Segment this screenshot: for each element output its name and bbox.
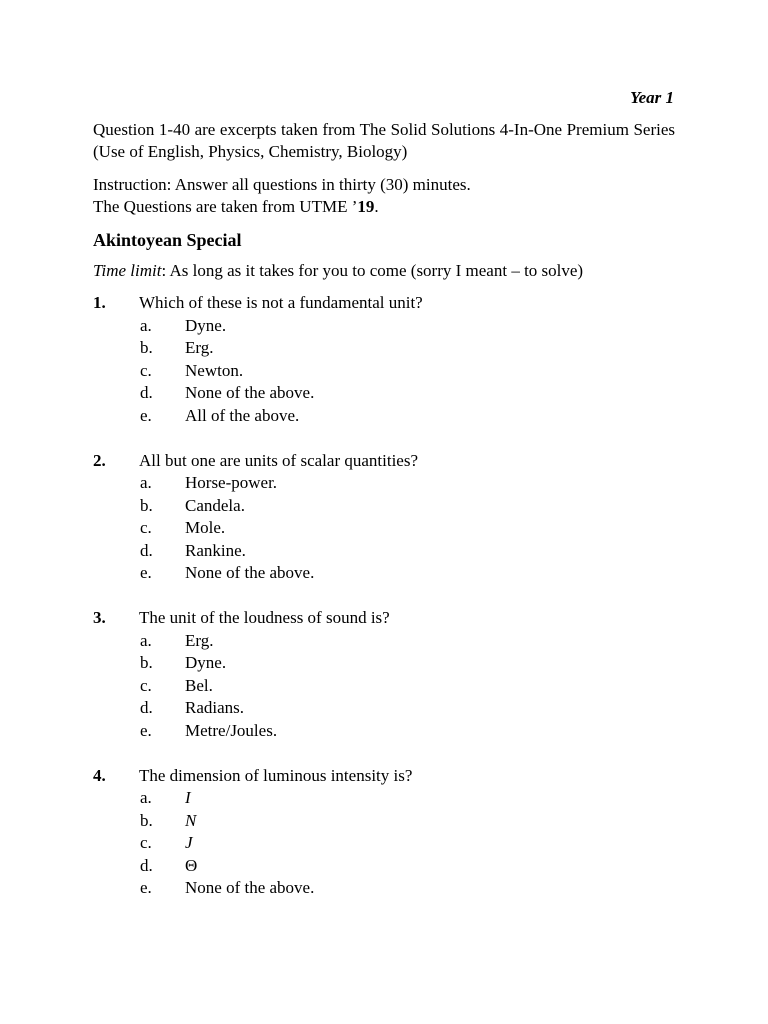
answer-option [93,720,675,743]
option-text: Erg. [185,338,214,357]
answer-option [93,562,675,585]
option-text: Erg. [185,630,214,650]
option-text: Metre/Joules. [185,720,278,740]
option-text: None of the above. [185,383,315,402]
option-letter: d. [140,855,153,875]
answer-option [93,315,675,338]
time-limit-label: Time limit [93,261,162,280]
option-text: Candela. [185,495,245,515]
option-letter: b. [140,338,153,357]
year-label: Year 1 [630,88,674,107]
answer-option [93,877,675,900]
option-letter: b. [140,495,153,515]
option-text: Dyne. [185,315,227,335]
question-text: All but one are units of scalar quantities? [139,450,418,470]
answer-option [93,405,675,428]
answer-option [93,630,675,653]
answer-option [93,360,675,383]
question-number: 3. [93,608,106,627]
answer-option [93,337,675,360]
option-letter: a. [140,630,152,650]
option-text: Rankine. [185,540,246,560]
instruction-line: Instruction: Answer all questions in thirty (30) minutes. [93,175,471,194]
question-stem [93,607,675,630]
answer-option [93,697,675,720]
option-text: Θ [185,855,198,875]
option-letter: d. [140,540,153,560]
question-number: 2. [93,450,106,470]
answer-option [93,472,675,495]
answer-option [93,832,675,855]
question-item [93,607,675,742]
option-letter: e. [140,563,152,582]
question-stem [93,292,675,315]
option-letter: e. [140,878,152,897]
answer-option [93,517,675,540]
option-text: I [185,788,191,807]
option-text: Mole. [185,518,226,537]
option-text: Bel. [185,675,213,695]
question-number: 1. [93,293,106,312]
option-text: Horse-power. [185,473,278,492]
option-letter: c. [140,518,152,537]
source-line [93,196,471,218]
question-item [93,765,675,900]
source-line-year: 19 [357,197,375,216]
option-letter: d. [140,698,153,717]
option-letter: a. [140,315,152,335]
option-letter: e. [140,405,152,425]
time-limit-text: : As long as it takes for you to come (sorry I meant – to solve) [161,261,584,280]
option-letter: b. [140,810,153,830]
source-line-prefix: The Questions are taken from UTME ’ [93,197,358,216]
option-text: None of the above. [185,563,315,582]
question-item [93,292,675,427]
option-text: Radians. [185,698,245,717]
answer-option [93,495,675,518]
instruction-block [93,174,471,218]
option-letter: c. [140,360,152,380]
question-stem [93,765,675,788]
answer-option [93,652,675,675]
intro-paragraph: Question 1-40 are excerpts taken from The Solid Solutions 4-In-One Premium Series (Use of English, Physics, Chemistry, Biology) [93,120,675,161]
option-text: N [185,810,197,830]
question-stem [93,450,675,473]
option-text: J [185,833,193,852]
answer-option [93,855,675,878]
option-letter: c. [140,833,152,852]
question-number: 4. [93,765,106,785]
answer-option [93,675,675,698]
question-item [93,450,675,585]
option-text: None of the above. [185,878,315,897]
answer-option [93,787,675,810]
source-line-suffix: . [374,197,379,216]
option-letter: a. [140,473,152,492]
question-text: The dimension of luminous intensity is? [139,765,413,785]
section-title: Akintoyean Special [93,230,242,250]
question-text: Which of these is not a fundamental unit? [139,293,423,312]
answer-option [93,382,675,405]
option-letter: e. [140,720,152,740]
option-text: All of the above. [185,405,300,425]
option-letter: d. [140,383,153,402]
time-limit-line [93,260,583,282]
answer-option [93,540,675,563]
option-letter: b. [140,653,153,672]
option-text: Newton. [185,360,244,380]
option-text: Dyne. [185,653,227,672]
answer-option [93,810,675,833]
question-text: The unit of the loudness of sound is? [139,608,390,627]
option-letter: c. [140,675,152,695]
option-letter: a. [140,788,152,807]
question-list [93,292,675,922]
